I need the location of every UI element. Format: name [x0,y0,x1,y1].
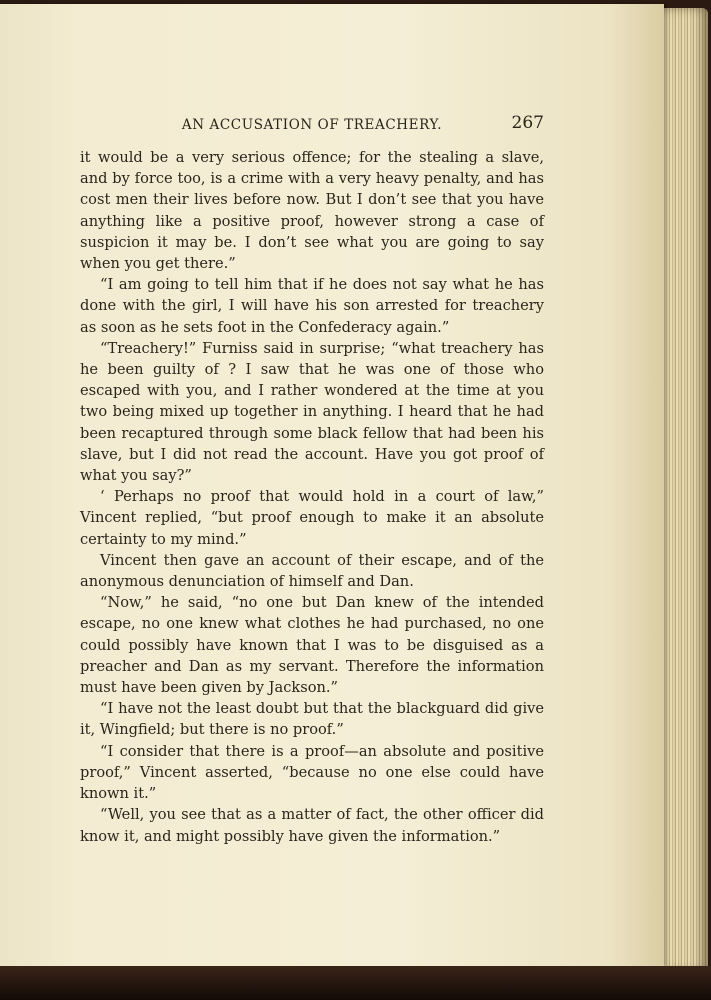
running-title: AN ACCUSATION OF TREACHERY. [181,117,443,133]
body-text [80,147,544,847]
paragraph: “Now,” he said, “no one but Dan knew of the intended escape, no one knew what clothes he had purchased, no one could possibly have known that I was to be disguised as a preacher and Dan as my servant. Therefore the information must have been given by Jackson.” [80,594,544,697]
paragraph: Vincent then gave an account of their escape, and of the anonymous denunciation of himself and Dan. [80,551,544,591]
page-number: 267 [511,113,544,133]
page-header [80,113,544,135]
binding-shadow [0,966,711,1000]
paragraph: ‘ Perhaps no proof that would hold in a court of law,” Vincent replied, “but proof enough to make it an absolute certainty to my mind.” [80,488,544,548]
paragraph: “I consider that there is a proof—an absolute and positive proof,” Vincent asserted, “because no one else could have known it.” [80,742,544,803]
paragraph: “Well, you see that as a matter of fact, the other officer did know it, and might possibly have given the information.” [80,806,544,845]
paragraph: “Treachery!” Furniss said in surprise; “what treachery has he been guilty of ? I saw that he was one of those who escaped with you, and I rather wondered at the time at you two being mixed up together in anything. I heard that he had been recaptured through some black fellow that had been his slave, but I did not read the account. Have you got proof of what you say?” [80,339,544,485]
paragraph: it would be a very serious offence; for the stealing a slave, and by force too, is a crime with a very heavy penalty, and has cost men their lives before now. But I don’t see that you have anything like a positive proof, however strong a case of suspicion it may be. I don’t see what you are going to say when you get there.” [80,149,544,273]
paragraph: “I am going to tell him that if he does not say what he has done with the girl, I will have his son arrested for treachery as soon as he sets foot in the Confederacy again.” [80,276,544,336]
paragraph: “I have not the least doubt but that the blackguard did give it, Wingfield; but there is no proof.” [80,700,544,739]
